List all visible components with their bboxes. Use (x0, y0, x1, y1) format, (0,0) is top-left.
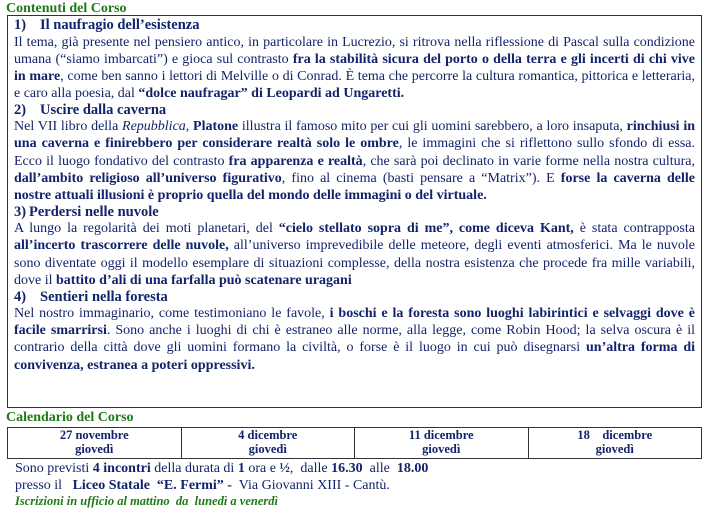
meeting-day: giovedì (75, 442, 114, 456)
address: Via Giovanni XIII - Cantù. (231, 478, 390, 493)
text-bold: dall’ambito religioso all’universo figurativo (14, 170, 282, 186)
meeting-date: 4 dicembre (238, 428, 298, 442)
section-body-4 (14, 305, 695, 373)
duration-half: ½ (279, 461, 290, 476)
text: , dalle (289, 461, 332, 476)
section-body-2 (14, 118, 695, 203)
text-bold: “dolce naufragar” di Leopardi ad Ungaretti. (138, 85, 405, 101)
meeting-date: 11 dicembre (408, 428, 474, 442)
section-title-2 (14, 102, 695, 119)
calendar-cell-3 (355, 428, 529, 459)
text: . Sono anche i luoghi di chi è estraneo alle norme, alla legge, come Robin Hood; la selva oscura è il contrario della città dove gli uomini formano la civiltà, o forse è il luogo in cui può disegnarsi (14, 323, 696, 356)
section-number: 2) (14, 101, 27, 118)
end-time: 18.00 (396, 461, 429, 476)
text-bold: Platone (193, 119, 239, 135)
text: Nel VII libro della (14, 119, 123, 135)
text: A lungo la regolarità dei moti planetari, del (14, 221, 279, 237)
meeting-day: giovedì (422, 442, 461, 456)
text-bold: fra la stabilità sicura del porto o della terra e gli incerti di chi vive in mare (14, 51, 696, 84)
text-bold: un’altra forma di convivenza, estranea a poteri oppressivi. (14, 340, 695, 373)
meeting-date: 18 dicembre (577, 428, 653, 442)
calendar-cell-2 (181, 428, 355, 459)
contents-box (7, 15, 702, 408)
section-title-text: Il naufragio dell’esistenza (40, 17, 200, 33)
duration-hours: 1 (237, 461, 245, 476)
text: presso il (15, 478, 73, 493)
section-number: 4) (14, 288, 27, 305)
text-bold: all’incerto trascorrere delle nuvole, (14, 238, 229, 254)
section-body-1 (14, 34, 695, 102)
text: , (185, 119, 194, 135)
text: è stata contrapposta (573, 221, 695, 237)
text-bold: i boschi e la foresta sono luoghi labirintici e selvaggi dove è facile smarrirsi (14, 306, 695, 339)
meeting-count: 4 incontri (92, 461, 151, 476)
section-body-3 (14, 220, 695, 288)
text-bold: “cielo stellato sopra di me”, come diceva Kant, (278, 221, 574, 237)
location-line (15, 477, 390, 494)
calendar-cell-4 (528, 428, 702, 459)
text: all’universo imprevedibile delle meteore, degli eventi atmosferici. Ma le nuvole sono diventate oggi il modello esemplare di situazioni complesse, della nostra esistenza che procede fra mille variabili, dove il (14, 238, 695, 288)
calendar-row (8, 428, 702, 459)
text: ora e (244, 461, 280, 476)
section-title-3 (14, 204, 695, 221)
course-contents-heading: Contenuti del Corso (6, 1, 127, 16)
text: illustra il famoso mito per cui gli uomini sarebbero, a loro insaputa, (238, 119, 627, 135)
text: , fino al cinema (basti pensare a “Matrix”). E (281, 170, 561, 186)
course-calendar-heading: Calendario del Corso (6, 410, 134, 425)
text: della durata di (150, 461, 238, 476)
section-title-4 (14, 289, 695, 306)
text: Il tema, già presente nel pensiero antico, in particolare in Lucrezio, si ritrova nella riflessione di Pascal sulla condizione umana (“siamo imbarcati”) e gioca sul contrasto (14, 34, 695, 67)
meeting-day: giovedì (248, 442, 287, 456)
text-italic: Repubblica (122, 119, 186, 135)
enrollment-note: Iscrizioni in ufficio al mattino da lunedì a venerdì (15, 494, 278, 508)
calendar-table (7, 427, 702, 459)
text-bold: battito d’ali di una farfalla può scatenare uragani (56, 272, 352, 288)
text-bold: forse la caverna delle nostre attuali illusioni è proprio quella del mondo delle immagini o del virtuale. (14, 170, 695, 203)
section-number: 3) (14, 203, 27, 220)
text: Nel nostro immaginario, come testimoniano le favole, (14, 306, 330, 322)
meeting-date: 27 novembre (59, 428, 129, 442)
text: , le immagini che si riflettono sullo sfondo di essa. Ecco il luogo fondativo del contrasto (14, 136, 695, 169)
start-time: 16.30 (331, 461, 363, 476)
section-title-1 (14, 17, 695, 34)
calendar-cell-1 (8, 428, 182, 459)
text: Sono previsti (15, 461, 93, 476)
section-number: 1) (14, 17, 27, 33)
school-name: Liceo Statale “E. Fermi” - (72, 478, 232, 493)
meeting-day: giovedì (595, 442, 634, 456)
text: alle (362, 461, 397, 476)
section-title-text: Sentieri nella foresta (40, 288, 168, 305)
text-bold: rinchiusi in una caverna e finirebbero per considerare realtà solo le ombre (14, 119, 695, 152)
text-bold: fra apparenza e realtà (228, 153, 363, 169)
text: , che sarà poi declinato in varie forme nella nostra cultura, (362, 153, 695, 169)
section-title-text: Perdersi nelle nuvole (29, 203, 159, 220)
text: , come ben sanno i lettori di Melville o di Conrad. È tema che percorre la cultura romantica, pittorica e letteraria, e caro alla poesia, dal (14, 68, 696, 101)
schedule-line (15, 460, 428, 477)
section-title-text: Uscire dalla caverna (40, 101, 167, 118)
